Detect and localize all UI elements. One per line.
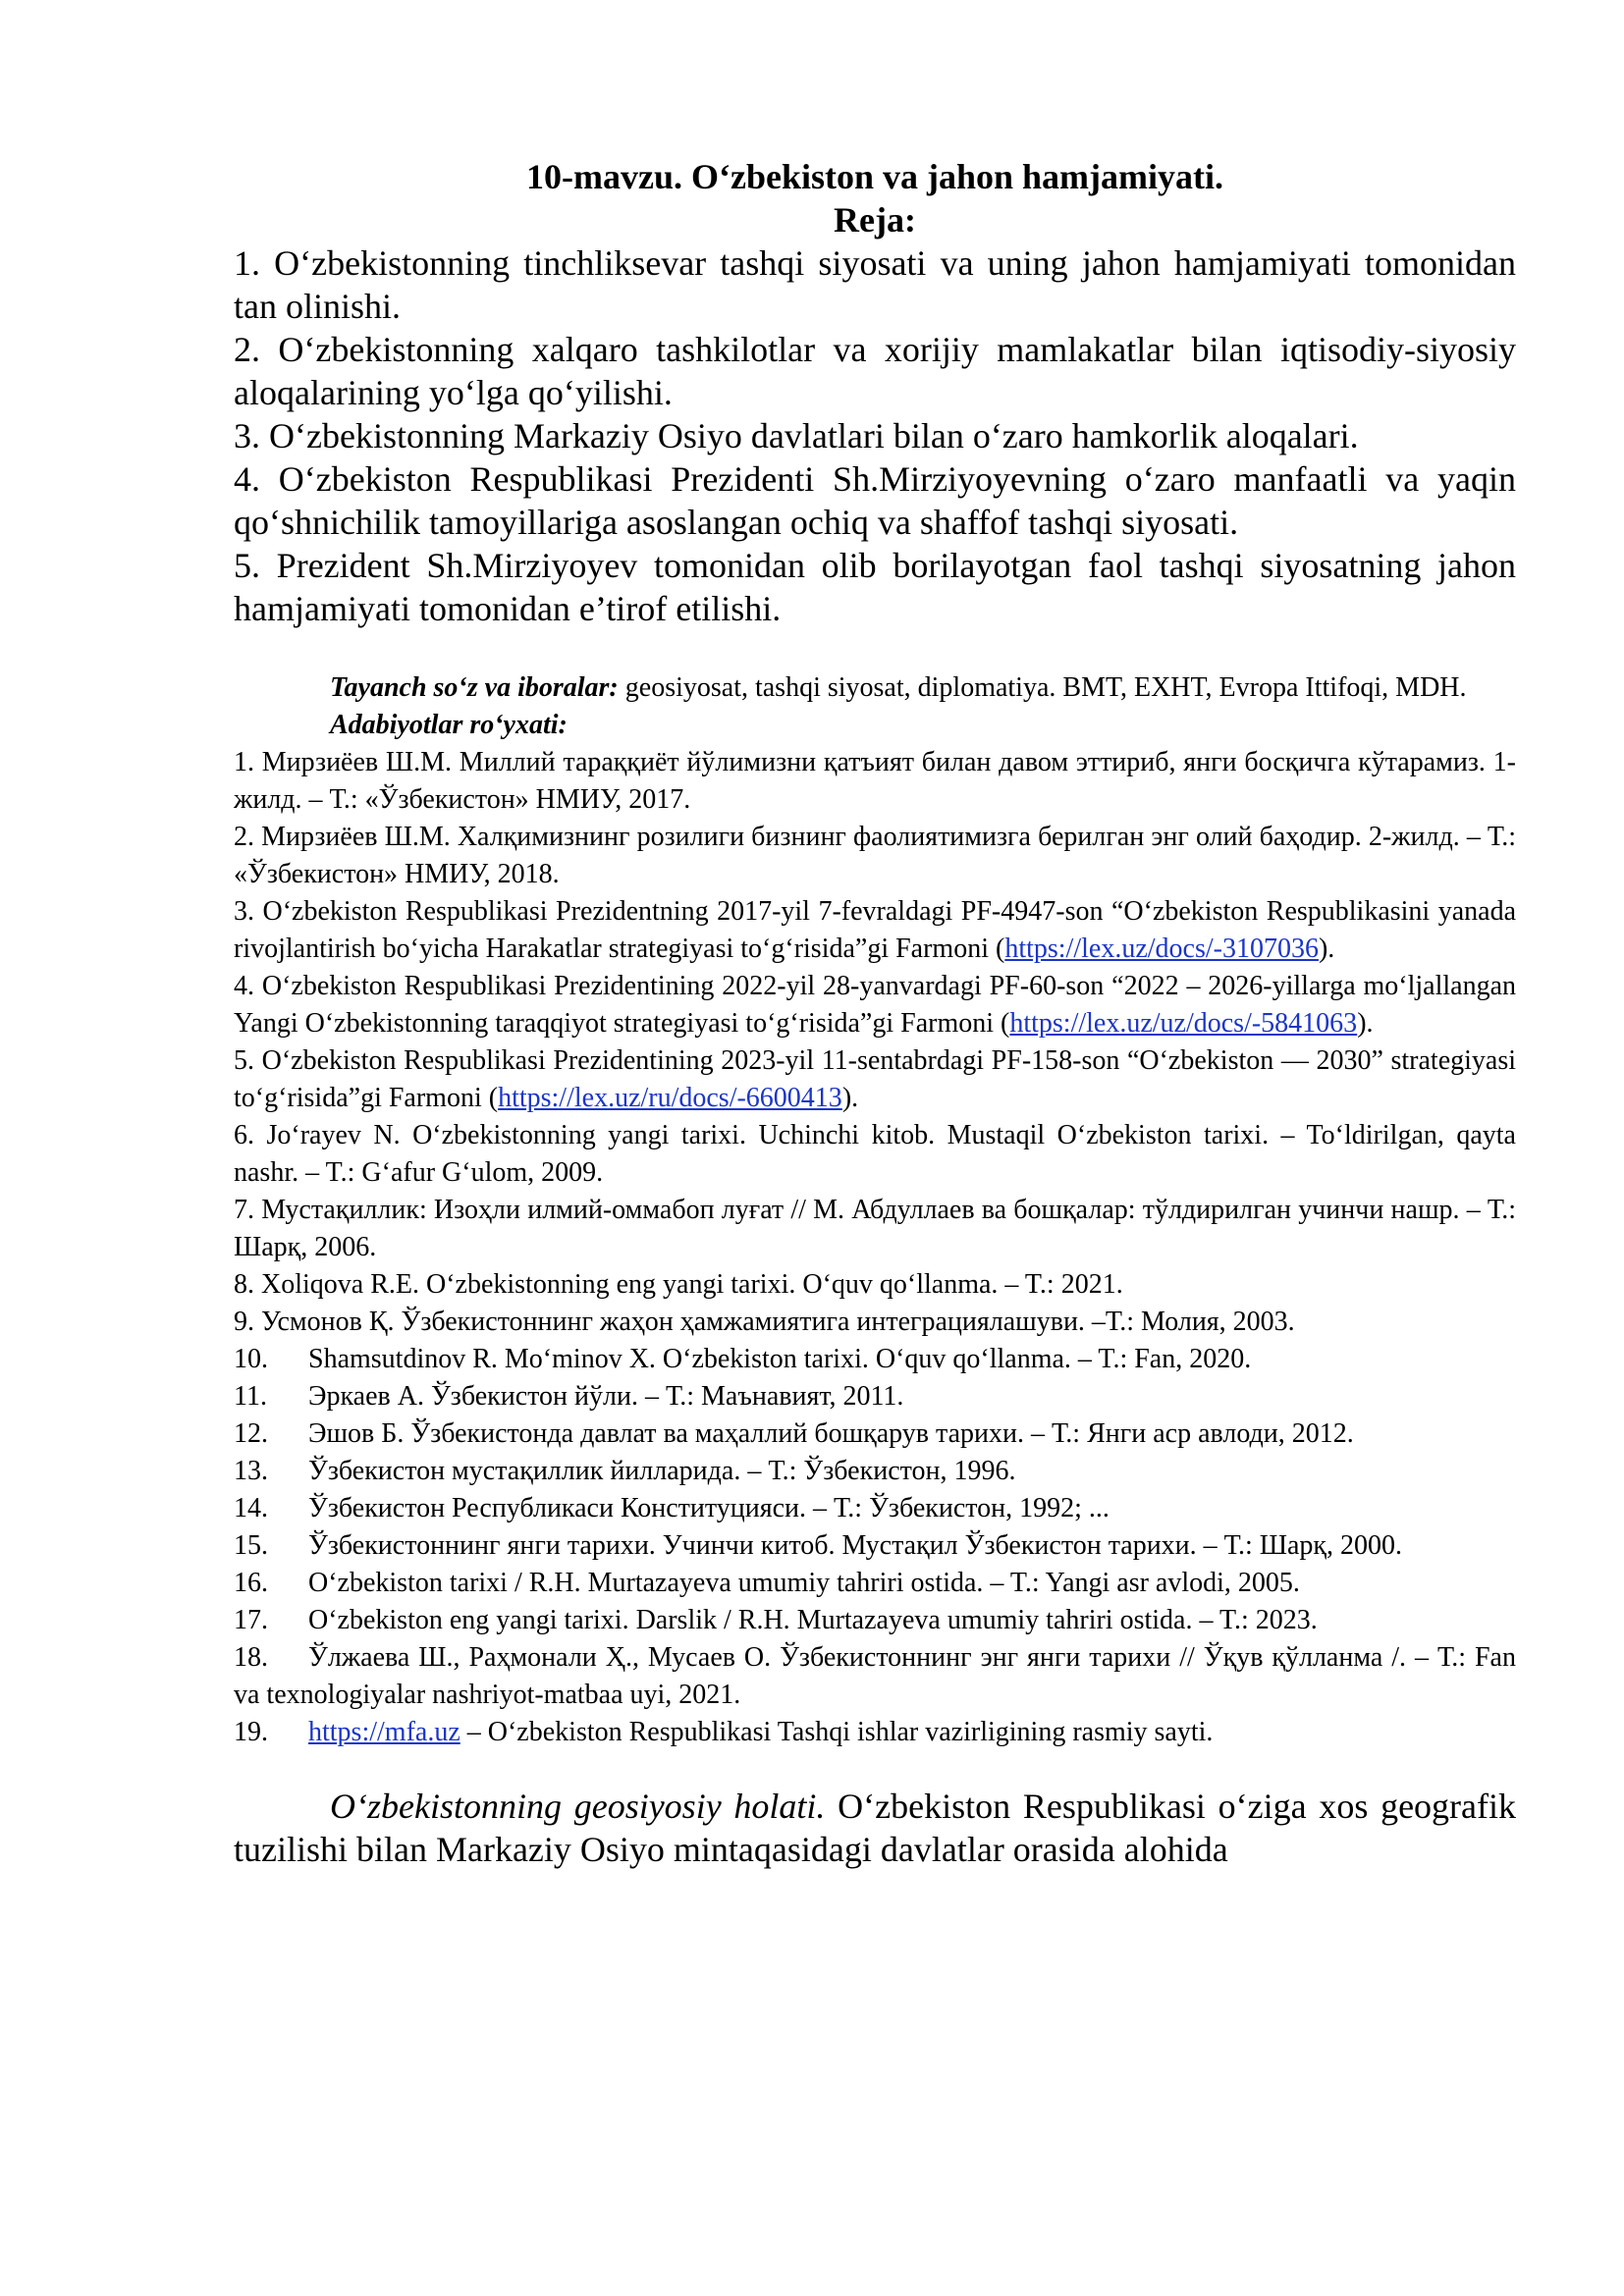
plan-item: 5. Prezident Sh.Mirziyoyev tomonidan olib borilayotgan faol tashqi siyosatning jahon hamjamiyati tomonidan e’tirof etilishi. [234,546,1516,628]
reference-item [234,819,1516,893]
keywords-paragraph [234,669,1516,707]
reference-text: Эшов Б. Ўзбекистонда давлат ва маҳаллий бошқарув тарихи. – Т.: Янги аср авлоди, 2012. [308,1418,1354,1449]
reference-number: 15. [234,1530,268,1561]
reference-item [234,1714,1516,1751]
reference-text: Jo‘rayev N. O‘zbekistonning yangi tarixi. Uchinchi kitob. Mustaqil O‘zbekiston tarixi. – To‘ldirilgan, qayta nashr. – T.: G‘afur G‘ulom, 2009. [234,1120,1516,1188]
reference-text: O‘zbekiston Respublikasi Prezidentining 2022-yil 28-yanvardagi PF-60-son “2022 – 2026-yillarga mo‘ljallangan Yangi O‘zbekistonning taraqqiyot strategiyasi to‘g‘risida”gi Farmoni ( [234,971,1517,1039]
reference-item [234,1042,1516,1117]
reference-text: Ўзбекистоннинг янги тарихи. Учинчи китоб. Мустақил Ўзбекистон тарихи. – Т.: Шарқ, 2000. [308,1530,1403,1561]
reference-number: 5. [234,1045,254,1076]
reference-link[interactable]: https://mfa.uz [308,1717,460,1747]
reference-text-suffix: ). [1318,934,1335,964]
reference-item [234,1266,1516,1304]
reference-text: Ўлжаева Ш., Раҳмонали Ҳ., Мусаев О. Ўзбекистоннинг энг янги тарихи // Ўқув қўлланма /. – Т.: Fan va texnologiyalar nashriyot-matbaa uyi, 2021. [234,1642,1516,1710]
plan-item: 2. O‘zbekistonning xalqaro tashkilotlar va xorijiy mamlakatlar bilan iqtisodiy-siyosiy aloqalarining yo‘lga qo‘yilishi. [234,330,1516,412]
reference-text: Shamsutdinov R. Mo‘minov X. O‘zbekiston tarixi. O‘quv qo‘llanma. – T.: Fan, 2020. [308,1344,1252,1374]
reference-text: Ўзбекистон мустақиллик йилларида. – Т.: Ўзбекистон, 1996. [308,1456,1016,1486]
plan-item: 4. O‘zbekiston Respublikasi Prezidenti Sh.Mirziyoyevning o‘zaro manfaatli va yaqin qo‘shnichilik tamoyillariga asoslangan ochiq va shaffof tashqi siyosati. [234,459,1516,542]
reference-number: 8. [234,1269,254,1300]
reference-item [234,1527,1516,1565]
reference-text: Усмонов Қ. Ўзбекистоннинг жаҳон ҳамжамиятига интеграциялашуви. –Т.: Молия, 2003. [261,1307,1295,1337]
body-paragraph [234,1785,1516,1871]
reference-item [234,1117,1516,1192]
reference-link[interactable]: https://lex.uz/docs/-3107036 [1004,934,1319,964]
plan-item: 3. O‘zbekistonning Markaziy Osiyo davlatlari bilan o‘zaro hamkorlik aloqalari. [234,416,1359,455]
reference-link[interactable]: https://lex.uz/ru/docs/-6600413 [498,1083,842,1113]
reference-item [234,1192,1516,1266]
reference-text: Ўзбекистон Республикаси Конституцияси. – Т.: Ўзбекистон, 1992; ... [308,1493,1110,1523]
reference-text: Мирзиёев Ш.М. Миллий тараққиёт йўлимизни қатъият билан давом эттириб, янги босқичга кўтарамиз. 1-жилд. – Т.: «Ўзбекистон» НМИУ, 2017. [234,747,1517,815]
reference-item [234,1602,1516,1639]
reference-item [234,1565,1516,1602]
reference-item [234,1453,1516,1490]
plan-item: 1. O‘zbekistonning tinchliksevar tashqi siyosati va uning jahon hamjamiyati tomonidan tan olinishi. [234,243,1516,326]
reference-number: 19. [234,1717,268,1747]
reference-number: 18. [234,1642,268,1673]
reference-number: 7. [234,1195,254,1225]
reference-text: O‘zbekiston Respublikasi Prezidentning 2017-yil 7-fevraldagi PF-4947-son “O‘zbekiston Respublikasini yanada rivojlantirish bo‘yicha Harakatlar strategiyasi to‘g‘risida”gi Farmoni ( [234,896,1517,964]
reference-number: 2. [234,822,254,852]
reference-number: 14. [234,1493,268,1523]
reference-item [234,1304,1516,1341]
plan-list [234,241,1516,630]
paragraph-lead: O‘zbekistonning geosiyosiy holati. [330,1787,826,1826]
page-title: 10-mavzu. O‘zbekiston va jahon hamjamiyati. [526,157,1223,196]
reference-number: 17. [234,1605,268,1635]
paragraph-text: O‘zbekiston Respublikasi o‘ziga xos geografik tuzilishi bilan Markaziy Osiyo mintaqasidagi davlatlar orasida alohida [234,1787,1517,1869]
reference-number: 11. [234,1381,267,1412]
reference-text-suffix: ). [1357,1008,1374,1039]
reference-number: 3. [234,896,254,927]
reference-text: Эркаев А. Ўзбекистон йўли. – Т.: Маънавият, 2011. [308,1381,904,1412]
reference-item [234,1341,1516,1378]
reference-text: Мустақиллик: Изоҳли илмий-оммабоп луғат // М. Абдуллаев ва бошқалар: тўлдирилган учинчи нашр. – Т.: Шарқ, 2006. [234,1195,1516,1262]
plan-heading: Reja: [834,200,916,240]
reference-link[interactable]: https://lex.uz/uz/docs/-5841063 [1009,1008,1358,1039]
reference-item [234,744,1516,819]
reference-text-suffix: – O‘zbekiston Respublikasi Tashqi ishlar vazirligining rasmiy sayti. [460,1717,1214,1747]
keywords-label: Tayanch so‘z va iboralar: [330,672,619,703]
reference-text: O‘zbekiston Respublikasi Prezidentining 2023-yil 11-sentabrdagi PF-158-son “O‘zbekiston — 2030” strategiyasi to‘g‘risida”gi Farmoni ( [234,1045,1517,1113]
reference-text: O‘zbekiston tarixi / R.H. Murtazayeva umumiy tahriri ostida. – T.: Yangi asr avlodi, 2005. [308,1568,1300,1598]
reference-number: 4. [234,971,254,1001]
reference-item [234,1378,1516,1415]
references-list [234,744,1516,1751]
reference-number: 16. [234,1568,268,1598]
references-heading: Adabiyotlar ro‘yxati: [330,710,568,740]
reference-number: 1. [234,747,254,777]
reference-item [234,1415,1516,1453]
reference-text-suffix: ). [841,1083,859,1113]
reference-number: 9. [234,1307,254,1337]
reference-number: 6. [234,1120,254,1150]
reference-number: 10. [234,1344,268,1374]
reference-number: 13. [234,1456,268,1486]
reference-item [234,1639,1516,1714]
reference-item [234,968,1516,1042]
reference-item [234,893,1516,968]
reference-text: O‘zbekiston eng yangi tarixi. Darslik / R.H. Murtazayeva umumiy tahriri ostida. – T.: 2023. [308,1605,1318,1635]
reference-text: Мирзиёев Ш.М. Халқимизнинг розилиги бизнинг фаолиятимизга берилган энг олий баҳодир. 2-жилд. – Т.: «Ўзбекистон» НМИУ, 2018. [234,822,1517,889]
reference-item [234,1490,1516,1527]
reference-number: 12. [234,1418,268,1449]
reference-text: Xoliqova R.E. O‘zbekistonning eng yangi tarixi. O‘quv qo‘llanma. – T.: 2021. [261,1269,1123,1300]
keywords-text: geosiyosat, tashqi siyosat, diplomatiya. BMT, EXHT, Evropa Ittifoqi, MDH. [618,672,1467,703]
